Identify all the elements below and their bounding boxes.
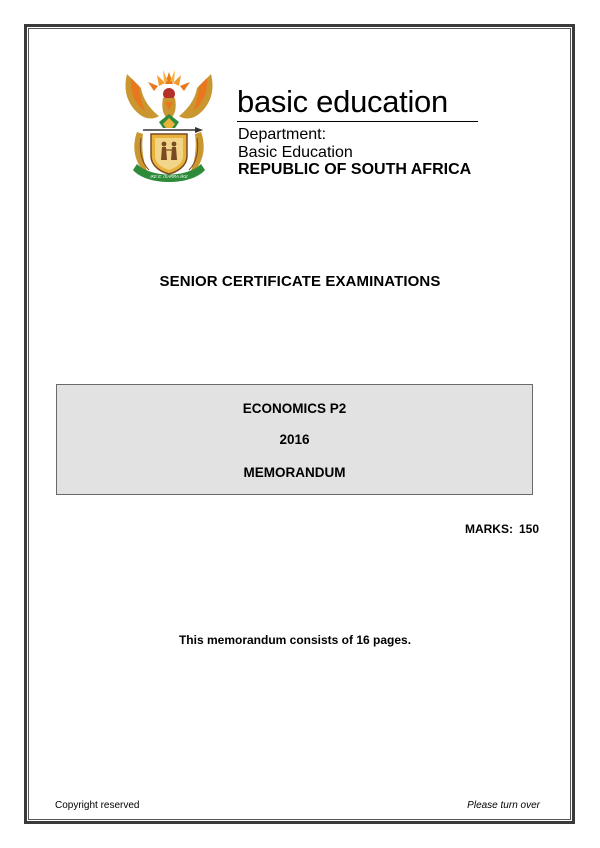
department-name: Basic Education [238, 144, 353, 161]
marks-value: 150 [518, 522, 539, 536]
svg-text:!KE E: /XARRA //KE: !KE E: /XARRA //KE [150, 174, 188, 179]
document-type: MEMORANDUM [243, 465, 346, 480]
brand-underline [237, 121, 478, 122]
marks-label: MARKS: [464, 522, 513, 536]
marks-total [465, 522, 539, 536]
shield-icon [151, 134, 187, 174]
sun-rays-icon [148, 70, 190, 91]
footer-copyright: Copyright reserved [55, 800, 140, 811]
page-count-note: This memorandum consists of 16 pages. [178, 633, 412, 647]
footer-turn-over: Please turn over [467, 800, 540, 811]
coat-of-arms-logo [119, 64, 219, 188]
subject-info-box [56, 384, 533, 495]
brand-title: basic education [237, 84, 448, 119]
exam-year: 2016 [279, 432, 310, 447]
department-label: Department: [238, 126, 327, 143]
protea-icon [159, 114, 179, 128]
country-name: REPUBLIC OF SOUTH AFRICA [238, 161, 472, 178]
subject-title: ECONOMICS P2 [242, 401, 347, 416]
exam-title: SENIOR CERTIFICATE EXAMINATIONS [159, 273, 441, 290]
